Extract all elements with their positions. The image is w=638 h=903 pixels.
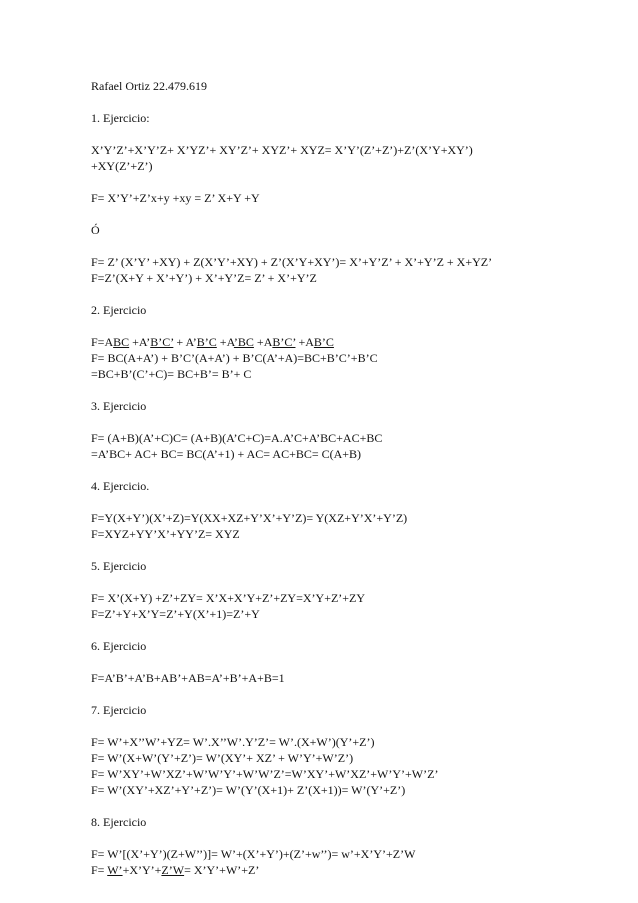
equation-line: F= W’(X+W’(Y’+Z’)= W’(XY’+ XZ’ + W’Y’+W’Z’) xyxy=(91,751,354,765)
exercise-8-equation xyxy=(91,846,578,878)
exercise-4-equation xyxy=(91,510,578,542)
exercise-7-title: 7. Ejercicio xyxy=(91,703,147,717)
equation-line: =BC+B’(C’+C)= BC+B’= B’+ C xyxy=(91,367,252,381)
equation-line-underlined: F=ABC +A’B’C’ + A’B’C +A’BC +AB’C’ +AB’C xyxy=(91,335,334,349)
exercise-1-or: Ó xyxy=(91,223,100,237)
equation-line-underlined: F= W’+X’Y’+Z’W= X’Y’+W’+Z’ xyxy=(91,863,260,877)
equation-line: F=A’B’+A’B+AB’+AB=A’+B’+A+B=1 xyxy=(91,671,285,685)
equation-line: F= (A+B)(A’+C)C= (A+B)(A’C+C)=A.A’C+A’BC+AC+BC xyxy=(91,431,383,445)
equation-line: X’Y’Z’+X’Y’Z+ X’YZ’+ XY’Z’+ XYZ’+ XYZ= X’Y’(Z’+Z’)+Z’(X’Y+XY’) xyxy=(91,143,473,157)
exercise-1-title: 1. Ejercicio: xyxy=(91,111,150,125)
author-line: Rafael Ortiz 22.479.619 xyxy=(91,79,207,93)
equation-line: F= BC(A+A’) + B’C’(A+A’) + B’C(A’+A)=BC+B’C’+B’C xyxy=(91,351,378,365)
equation-line: =A’BC+ AC+ BC= BC(A’+1) + AC= AC+BC= C(A+B) xyxy=(91,447,362,461)
exercise-3-title: 3. Ejercicio xyxy=(91,399,147,413)
exercise-2-title: 2. Ejercicio xyxy=(91,303,147,317)
equation-line: +XY(Z’+Z’) xyxy=(91,159,153,173)
exercise-1-equation xyxy=(91,142,578,174)
exercise-5-title: 5. Ejercicio xyxy=(91,559,147,573)
equation-line: F= W’XY’+W’XZ’+W’W’Y’+W’W’Z’=W’XY’+W’XZ’+W’Y’+W’Z’ xyxy=(91,767,439,781)
exercise-3-equation xyxy=(91,430,578,462)
equation-line: F= X’(X+Y) +Z’+ZY= X’X+X’Y+Z’+ZY=X’Y+Z’+ZY xyxy=(91,591,366,605)
exercise-4-title: 4. Ejercicio. xyxy=(91,479,150,493)
exercise-6-title: 6. Ejercicio xyxy=(91,639,147,653)
equation-line: F= W’[(X’+Y’)(Z+W’’)]= W’+(X’+Y’)+(Z’+w’’)= w’+X’Y’+Z’W xyxy=(91,847,416,861)
equation-line: F=XYZ+YY’X’+YY’Z= XYZ xyxy=(91,527,240,541)
exercise-5-equation xyxy=(91,590,578,622)
exercise-1-alternative xyxy=(91,254,578,286)
exercise-2-equation xyxy=(91,334,578,382)
exercise-8-title: 8. Ejercicio xyxy=(91,815,147,829)
exercise-1-simplified: F= X’Y’+Z’x+y +xy = Z’ X+Y +Y xyxy=(91,191,260,205)
equation-line: F= W’(XY’+XZ’+Y’+Z’)= W’(Y’(X+1)+ Z’(X+1))= W’(Y’+Z’) xyxy=(91,783,406,797)
exercise-6-equation xyxy=(91,670,578,686)
equation-line: F=Z’+Y+X’Y=Z’+Y(X’+1)=Z’+Y xyxy=(91,607,260,621)
exercise-7-equation xyxy=(91,734,578,798)
equation-line: F= W’+X’’W’+YZ= W’.X’’W’.Y’Z’= W’.(X+W’)(Y’+Z’) xyxy=(91,735,375,749)
equation-line: F=Y(X+Y’)(X’+Z)=Y(XX+XZ+Y’X’+Y’Z)= Y(XZ+Y’X’+Y’Z) xyxy=(91,511,408,525)
equation-line: F=Z’(X+Y + X’+Y’) + X’+Y’Z= Z’ + X’+Y’Z xyxy=(91,271,317,285)
equation-line: F= Z’ (X’Y’ +XY) + Z(X’Y’+XY) + Z’(X’Y+XY’)= X’+Y’Z’ + X’+Y’Z + X+YZ’ xyxy=(91,255,493,269)
